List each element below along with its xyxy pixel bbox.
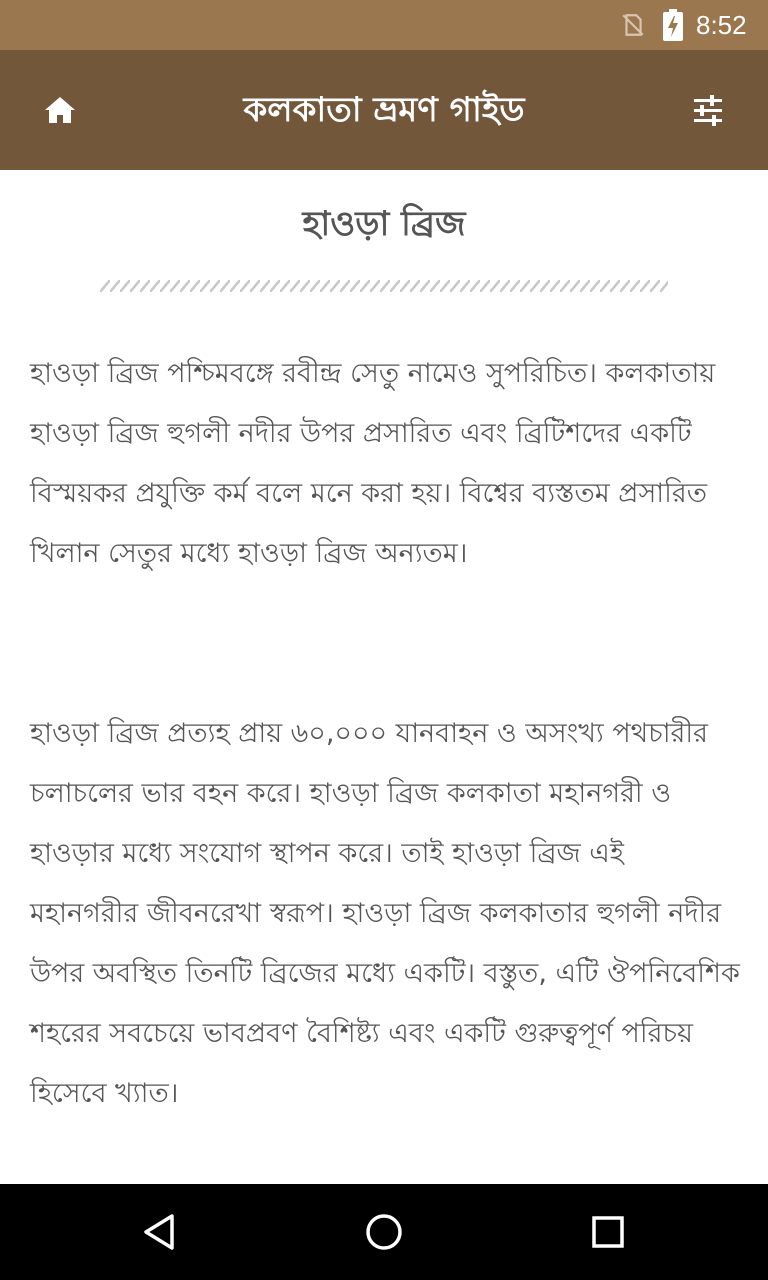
status-time: 8:52 <box>696 10 747 40</box>
home-icon[interactable] <box>40 90 80 130</box>
hatched-divider <box>100 280 668 292</box>
app-bar <box>0 50 768 170</box>
article-title: হাওড়া ব্রিজ <box>302 204 466 244</box>
battery-charging-icon <box>662 9 684 41</box>
back-icon[interactable] <box>140 1212 180 1252</box>
navigation-bar <box>0 1184 768 1280</box>
tune-icon[interactable] <box>688 90 728 130</box>
article-paragraph-2: হাওড়া ব্রিজ প্রত্যহ প্রায় ৬০,০০০ যানবাহন ও অসংখ্য পথচারীর চলাচলের ভার বহন করে। হাওড়া ব্রিজ কলকাতা মহানগরী ও হাওড়ার মধ্যে সংযোগ স্থাপন করে। তাই হাওড়া ব্রিজ এই মহানগরীর জীবনরেখা স্বরূপ। হাওড়া ব্রিজ কলকাতার হুগলী নদীর উপর অবস্থিত তিনটি ব্রিজের মধ্যে একটি। বস্তুত, এটি ঔপনিবেশিক শহরের সবচেয়ে ভাবপ্রবণ বৈশিষ্ট্য এবং একটি গুরুত্বপূর্ণ পরিচয় হিসেবে খ্যাত। <box>30 718 740 1109</box>
no-sim-icon <box>620 12 646 38</box>
home-circle-icon[interactable] <box>364 1212 404 1252</box>
recents-icon[interactable] <box>588 1212 628 1252</box>
article-paragraph-1: হাওড়া ব্রিজ পশ্চিমবঙ্গে রবীন্দ্র সেতু নামেও সুপরিচিত। কলকাতায় হাওড়া ব্রিজ হুগলী নদীর উপর প্রসারিত এবং ব্রিটিশদের একটি বিস্ময়কর প্রযুক্তি কর্ম বলে মনে করা হয়। বিশ্বের ব্যস্ততম প্রসারিত খিলান সেতুর মধ্যে হাওড়া ব্রিজ অন্যতম। <box>30 358 716 569</box>
app-title: কলকাতা ভ্রমণ গাইড <box>243 90 525 130</box>
article-content <box>0 170 768 1184</box>
status-bar <box>0 0 768 50</box>
